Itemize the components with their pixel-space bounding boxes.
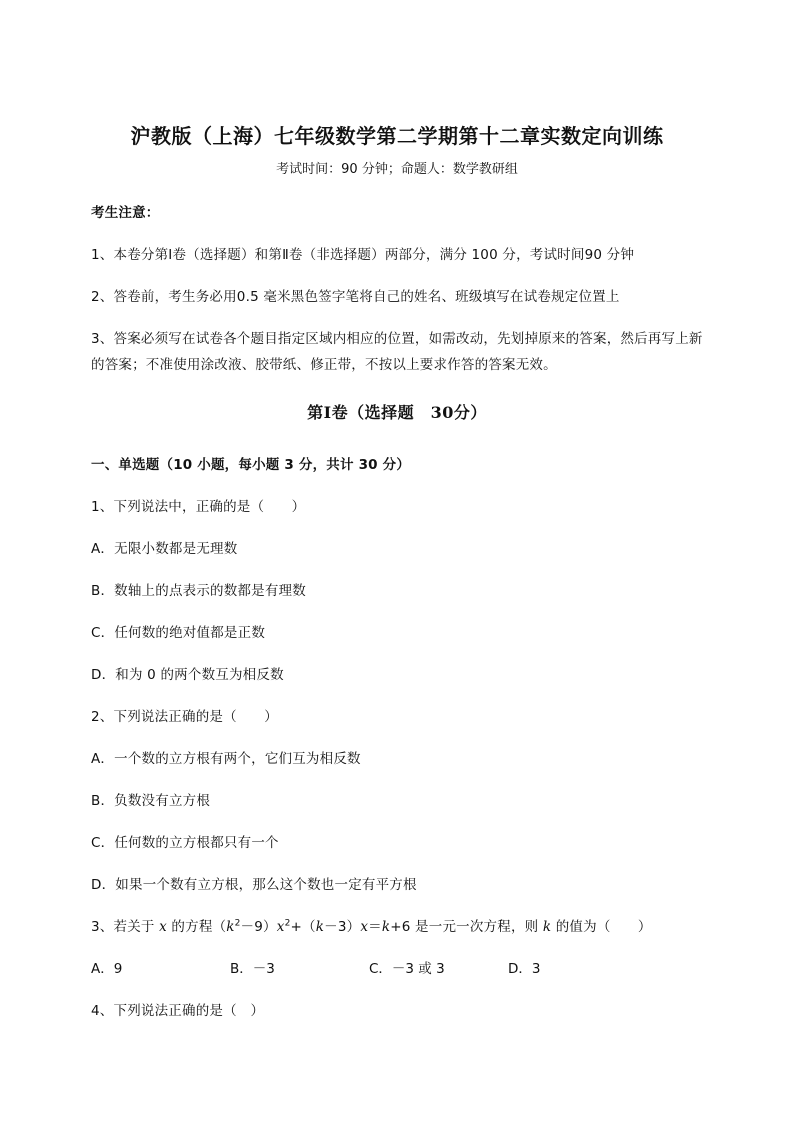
question-stem: 3、若关于 x 的方程$(k^2-9)x^2+(k-3)x=k+6$ 是一元一次方程，则 k 的值为（ ） [91, 918, 652, 935]
notice-item: 1、本卷分第Ⅰ卷（选择题）和第Ⅱ卷（非选择题）两部分，满分 100 分，考试时间90 分钟 [91, 247, 635, 263]
section-heading: 一、单选题（10 小题，每小题 3 分，共计 30 分） [91, 457, 411, 473]
option-c: C．任何数的立方根都只有一个 [91, 835, 279, 851]
option-a: A．9 [91, 961, 123, 977]
option-c: C．－3 或 3 [369, 961, 445, 977]
question-stem: 1、下列说法中，正确的是（ ） [91, 499, 306, 515]
notice-item: 2、答卷前，考生务必用0.5 毫米黑色签字笔将自己的姓名、班级填写在试卷规定位置上 [91, 289, 620, 305]
option-b: B．数轴上的点表示的数都是有理数 [91, 583, 306, 599]
notice-item: 的答案；不准使用涂改液、胶带纸、修正带，不按以上要求作答的答案无效。 [91, 357, 557, 373]
option-d: D．和为 0 的两个数互为相反数 [91, 667, 284, 683]
option-d: D．如果一个数有立方根，那么这个数也一定有平方根 [91, 877, 417, 893]
exam-info: 考试时间：90 分钟；命题人：数学教研组 [276, 162, 518, 177]
question-stem: 4、下列说法正确的是（ ） [91, 1003, 265, 1019]
page-title: 沪教版（上海）七年级数学第二学期第十二章实数定向训练 [130, 124, 664, 148]
option-d: D．3 [508, 961, 541, 977]
notice-item: 3、答案必须写在试卷各个题目指定区域内相应的位置，如需改动，先划掉原来的答案，然后再写上新 [91, 331, 703, 347]
notice-heading: 考生注意： [91, 205, 160, 221]
option-a: A．无限小数都是无理数 [91, 541, 238, 557]
option-b: B．负数没有立方根 [91, 793, 211, 809]
option-b: B．－3 [230, 961, 275, 977]
question-stem: 2、下列说法正确的是（ ） [91, 709, 278, 725]
part-title: 第Ⅰ卷（选择题 30分） [307, 403, 487, 422]
option-a: A．一个数的立方根有两个，它们互为相反数 [91, 751, 361, 767]
option-c: C．任何数的绝对值都是正数 [91, 625, 266, 641]
